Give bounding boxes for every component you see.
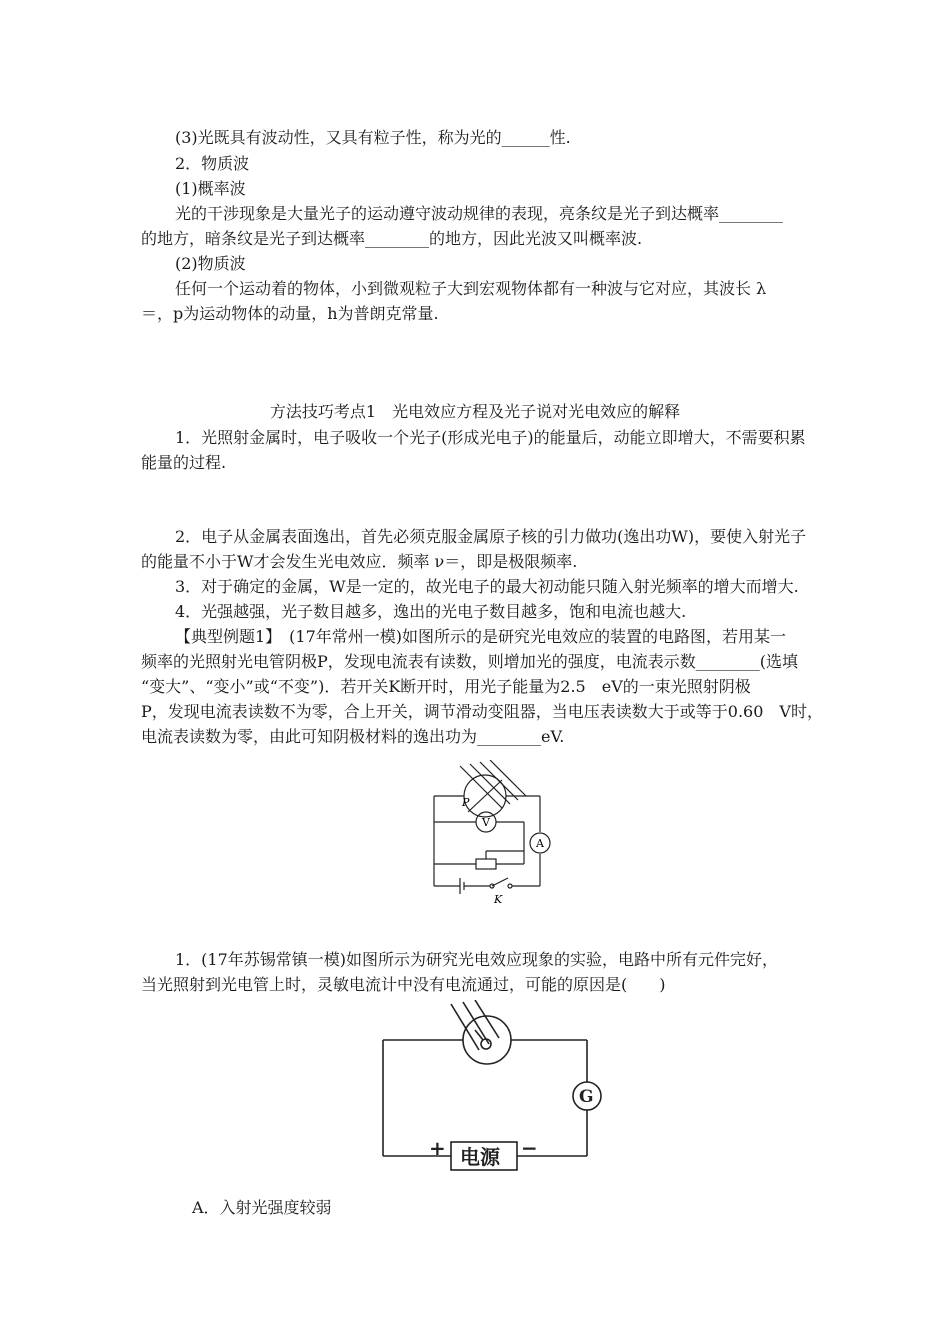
text-line: 2．物质波 — [175, 154, 250, 173]
text-line: P，发现电流表读数不为零，合上开关，调节滑动变阻器，当电压表读数大于或等于0.60 V时， — [141, 702, 823, 721]
text-line: 频率的光照射光电管阴极P，发现电流表有读数，则增加光的强度，电流表示数________(选填 — [141, 652, 799, 671]
galvanometer-label: G — [579, 1087, 594, 1107]
text-line: 当光照射到光电管上时，灵敏电流计中没有电流通过，可能的原因是( ) — [141, 975, 666, 994]
text-line: “变大”、“变小”或“不变”)．若开关K断开时，用光子能量为2.5 eV的一束光照射阴极 — [141, 677, 751, 696]
switch-label: K — [494, 893, 503, 906]
text-line: 【典型例题1】 (17年常州一模)如图所示的是研究光电效应的装置的电路图，若用某一 — [175, 627, 787, 646]
text-line: 2．电子从金属表面逸出，首先必须克服金属原子核的引力做功(逸出功W)，要使入射光子 — [175, 527, 807, 546]
option-a: A．入射光强度较弱 — [192, 1198, 332, 1217]
text-line: (3)光既具有波动性，又具有粒子性，称为光的______性. — [175, 128, 571, 147]
text-line: 光的干涉现象是大量光子的运动遵守波动规律的表现，亮条纹是光子到达概率________ — [175, 204, 784, 223]
ammeter-label: A — [536, 837, 544, 850]
text-line: 1．光照射金属时，电子吸收一个光子(形成光电子)的能量后，动能立即增大，不需要积累 — [175, 428, 806, 447]
text-line: 任何一个运动着的物体，小到微观粒子大到宏观物体都有一种波与它对应，其波长 λ — [175, 279, 767, 298]
text-line: 能量的过程. — [141, 453, 227, 472]
plus-terminal: + — [429, 1136, 446, 1160]
circuit-diagram-1 — [420, 760, 560, 908]
section-heading: 方法技巧考点1 光电效应方程及光子说对光电效应的解释 — [269, 402, 681, 421]
circuit-diagram-2 — [375, 1000, 615, 1180]
label-p: P — [462, 796, 470, 809]
text-line: 3．对于确定的金属，W是一定的，故光电子的最大初动能只随入射光频率的增大而增大. — [175, 577, 799, 596]
text-line: 电流表读数为零，由此可知阴极材料的逸出功为________eV. — [141, 727, 565, 746]
minus-terminal: − — [521, 1136, 538, 1160]
text-line: (1)概率波 — [175, 179, 246, 198]
voltmeter-label: V — [482, 816, 490, 829]
text-line: 的能量不小于W才会发生光电效应．频率 ν＝，即是极限频率. — [141, 552, 578, 571]
text-line: 的地方，暗条纹是光子到达概率________的地方，因此光波又叫概率波. — [141, 229, 643, 248]
text-line: 4．光强越强，光子数目越多，逸出的光电子数目越多，饱和电流也越大. — [175, 602, 687, 621]
text-line: (2)物质波 — [175, 254, 246, 273]
text-line: 1．(17年苏锡常镇一模)如图所示为研究光电效应现象的实验，电路中所有元件完好， — [175, 950, 779, 969]
text-line: ＝，p为运动物体的动量，h为普朗克常量. — [141, 304, 439, 323]
power-source-label: 电源 — [460, 1145, 500, 1169]
